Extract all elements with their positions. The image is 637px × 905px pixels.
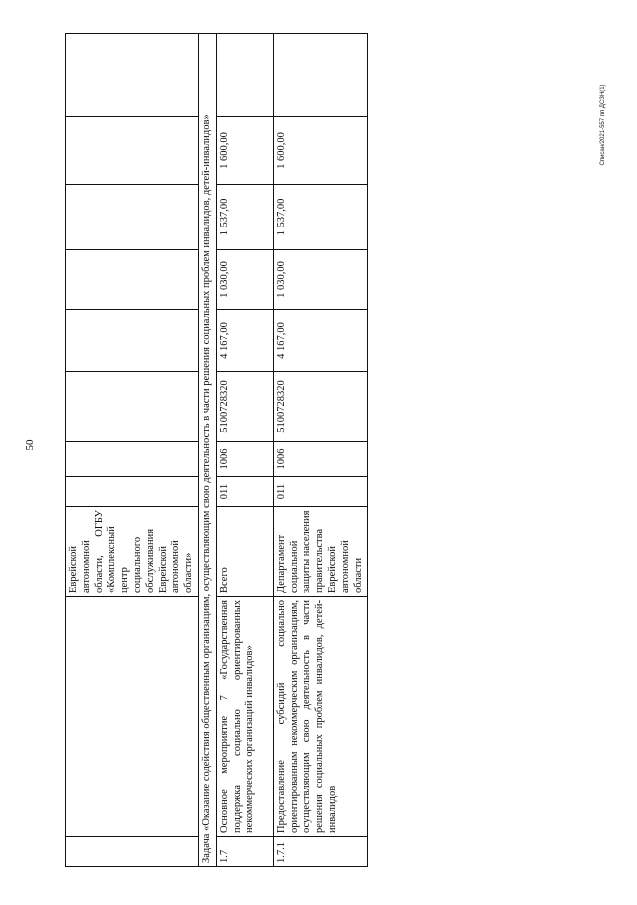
row-empty — [216, 34, 273, 117]
row-value-3: 1 537,00 — [273, 185, 368, 250]
document-code: Списан/2021-557 пп ДСЗН(1) — [600, 84, 606, 166]
cell-value-3 — [66, 117, 199, 185]
row-csr: 5100728320 — [216, 372, 273, 442]
row-name: Основное мероприятие 7 «Государственная поддержка социально ориентированных некоммерческих организаций инвалидов» — [216, 597, 273, 837]
table-row — [216, 34, 273, 867]
cell-csr — [66, 372, 199, 442]
row-name: Предоставление субсидий социально ориентированным некоммерческим организациям, осуществляющим свою деятельность в части решения социальных проблем инвалидов, детей-инвалидов — [273, 597, 368, 837]
row-executor: Всего — [216, 507, 273, 597]
row-executor: Департамент социальной защиты населения правительства Еврейской автономной области — [273, 507, 368, 597]
cell-num — [66, 837, 199, 867]
cell-value-2 — [66, 185, 199, 250]
row-number: 1.7.1 — [273, 837, 368, 867]
cell-name — [66, 597, 199, 837]
row-value-4: 1 600,00 — [273, 117, 368, 185]
page-number: 50 — [24, 439, 36, 451]
row-grbs: 011 — [273, 477, 368, 507]
row-number: 1.7 — [216, 837, 273, 867]
continuation-row — [66, 34, 199, 867]
cell-vr — [66, 310, 199, 372]
cell-value-1 — [66, 250, 199, 310]
budget-table — [65, 33, 368, 867]
rotated-table-container — [65, 34, 364, 867]
table-row — [273, 34, 368, 867]
row-grbs: 011 — [216, 477, 273, 507]
row-rzpr: 1006 — [273, 442, 368, 477]
cell-grbs — [66, 477, 199, 507]
row-value-2: 1 030,00 — [216, 250, 273, 310]
row-csr: 5100728320 — [273, 372, 368, 442]
row-value-4: 1 600,00 — [216, 117, 273, 185]
task-heading-row — [198, 34, 216, 867]
row-value-3: 1 537,00 — [216, 185, 273, 250]
row-rzpr: 1006 — [216, 442, 273, 477]
row-value-2: 1 030,00 — [273, 250, 368, 310]
row-empty — [273, 34, 368, 117]
cell-executor: Еврейской автономной области, ОГБУ «Комплексный центр социального обслуживания Еврейской автономной области» — [66, 507, 199, 597]
cell-value-4 — [66, 34, 199, 117]
cell-rzpr — [66, 442, 199, 477]
row-value-1: 4 167,00 — [273, 310, 368, 372]
task-heading: Задача «Оказание содействия общественным организациям, осуществляющим свою деятельность в части решения социальных проблем инвалидов, детей-инвалидов» — [198, 34, 216, 867]
row-value-1: 4 167,00 — [216, 310, 273, 372]
